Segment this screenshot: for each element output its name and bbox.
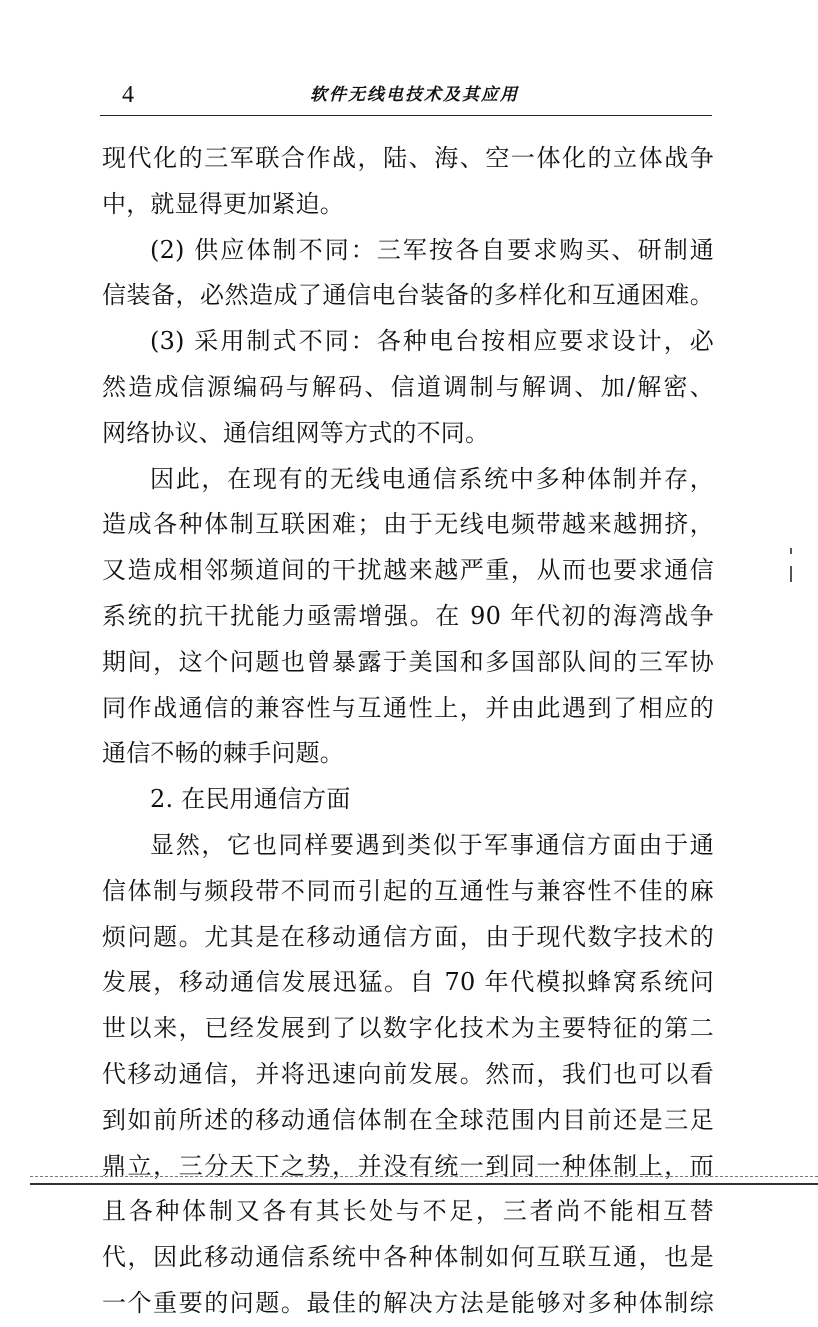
text-line: 通信不畅的棘手问题。	[102, 739, 344, 768]
text-line: 代，因此移动通信系统中各种体制如何互联互通，也是	[102, 1243, 714, 1272]
text-line: 造成各种体制互联困难；由于无线电频带越来越拥挤，	[102, 510, 714, 539]
text-line: (3) 采用制式不同：各种电台按相应要求设计，必	[150, 327, 714, 356]
text-line: 然造成信源编码与解码、信道调制与解调、加/解密、	[102, 372, 714, 401]
text-line: 信体制与频段带不同而引起的互通性与兼容性不佳的麻	[102, 876, 714, 905]
text-line: 鼎立，三分天下之势，并没有统一到同一种体制上，而	[102, 1151, 714, 1180]
section-heading: 2. 在民用通信方面	[150, 785, 351, 814]
scan-edge-line	[30, 1176, 818, 1177]
text-line: 显然，它也同样要遇到类似于军事通信方面由于通	[150, 830, 714, 859]
text-line: 现代化的三军联合作战，陆、海、空一体化的立体战争	[102, 144, 714, 172]
text-line: 一个重要的问题。最佳的解决方法是能够对多种体制综	[102, 1288, 714, 1317]
running-title: 软件无线电技术及其应用	[310, 85, 519, 105]
text-line: 网络协议、通信组网等方式的不同。	[102, 418, 490, 447]
scan-margin-mark	[790, 566, 792, 582]
header-rule	[100, 115, 712, 116]
body-text	[102, 136, 714, 1327]
text-line: 期间，这个问题也曾暴露于美国和多国部队间的三军协	[102, 647, 714, 676]
text-line: 同作战通信的兼容性与互通性上，并由此遇到了相应的	[102, 693, 714, 722]
text-line: 到如前所述的移动通信体制在全球范围内目前还是三足	[102, 1105, 714, 1134]
text-line: 世以来，已经发展到了以数字化技术为主要特征的第二	[102, 1014, 714, 1043]
text-line: 中，就显得更加紧迫。	[102, 189, 344, 218]
scan-bottom-edge	[30, 1183, 818, 1185]
text-line: 信装备，必然造成了通信电台装备的多样化和互通困难。	[102, 281, 714, 310]
text-line: 且各种体制又各有其长处与不足，三者尚不能相互替	[102, 1197, 714, 1226]
text-line: 又造成相邻频道间的干扰越来越严重，从而也要求通信	[102, 556, 714, 585]
text-line: 发展，移动通信发展迅猛。自 70 年代模拟蜂窝系统问	[102, 968, 714, 997]
text-line: 代移动通信，并将迅速向前发展。然而，我们也可以看	[102, 1059, 714, 1088]
text-line: 烦问题。尤其是在移动通信方面，由于现代数字技术的	[102, 922, 714, 951]
page-header	[100, 80, 712, 110]
text-line: (2) 供应体制不同：三军按各自要求购买、研制通	[150, 235, 714, 264]
scan-margin-mark	[790, 548, 792, 554]
text-line: 因此，在现有的无线电通信系统中多种体制并存，	[150, 464, 714, 493]
text-line: 系统的抗干扰能力亟需增强。在 90 年代初的海湾战争	[102, 601, 714, 630]
page-number: 4	[122, 82, 134, 108]
